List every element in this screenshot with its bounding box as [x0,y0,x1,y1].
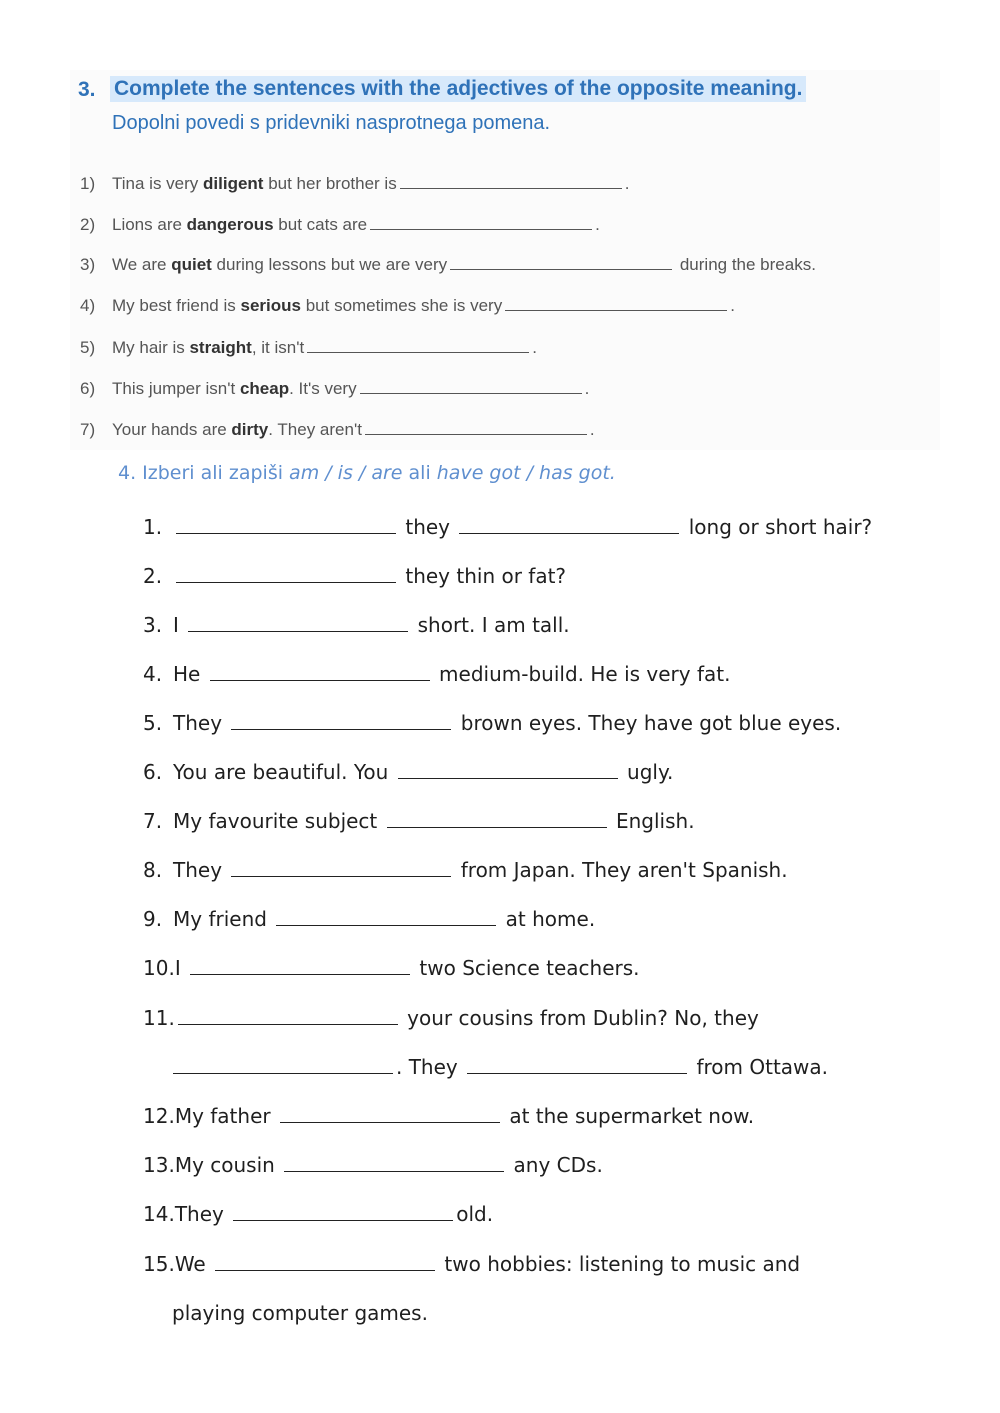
exercise-4-item: 11. your cousins from Dublin? No, they [143,1006,759,1030]
exercise-3-item: 1) Tina is very diligent but her brother is . [80,174,630,193]
exercise-3-item: 7) Your hands are dirty. They aren't . [80,420,595,439]
exercise-4-item: 14.They old. [143,1202,494,1226]
exercise-4-item: 7. My favourite subject English. [143,809,695,833]
answer-blank[interactable] [467,1055,687,1074]
exercise-4-item: 1. they long or short hair? [143,515,873,539]
answer-blank[interactable] [459,515,679,534]
answer-blank[interactable] [215,1252,435,1271]
answer-blank[interactable] [233,1202,453,1221]
exercise-4-item: 6. You are beautiful. You ugly. [143,760,674,784]
exercise-4-item: 2. they thin or fat? [143,564,567,588]
answer-blank[interactable] [173,1055,393,1074]
answer-blank[interactable] [231,858,451,877]
exercise-4-item: 15.We two hobbies: listening to music and [143,1252,801,1276]
exercise-4-heading: 4. Izberi ali zapiši am / is / are ali have got / has got. [118,462,616,484]
exercise-3-item: 5) My hair is straight, it isn't . [80,338,537,357]
answer-blank[interactable] [400,174,622,189]
answer-blank[interactable] [280,1104,500,1123]
exercise-4-item: 8. They from Japan. They aren't Spanish. [143,858,788,882]
answer-blank[interactable] [276,907,496,926]
exercise-4-item-continued: . They from Ottawa. [170,1055,828,1079]
exercise-3-item: 6) This jumper isn't cheap. It's very . [80,379,590,398]
answer-blank[interactable] [360,379,582,394]
answer-blank[interactable] [284,1153,504,1172]
answer-blank[interactable] [450,255,672,270]
answer-blank[interactable] [370,215,592,230]
answer-blank[interactable] [505,296,727,311]
answer-blank[interactable] [176,564,396,583]
exercise-3-number: 3. [78,78,96,101]
answer-blank[interactable] [231,711,451,730]
answer-blank[interactable] [398,760,618,779]
exercise-4-item: 12.My father at the supermarket now. [143,1104,755,1128]
answer-blank[interactable] [176,515,396,534]
answer-blank[interactable] [178,1006,398,1025]
exercise-3-item: 2) Lions are dangerous but cats are . [80,215,600,234]
exercise-4-item-continued: playing computer games. [172,1301,428,1325]
exercise-4-item: 9. My friend at home. [143,907,596,931]
answer-blank[interactable] [307,338,529,353]
exercise-4-item: 3. I short. I am tall. [143,613,570,637]
answer-blank[interactable] [188,613,408,632]
exercise-4-item: 13.My cousin any CDs. [143,1153,603,1177]
exercise-3-title: Complete the sentences with the adjectives of the opposite meaning. [110,76,806,102]
answer-blank[interactable] [190,956,410,975]
exercise-4-item: 10.I two Science teachers. [143,956,640,980]
answer-blank[interactable] [210,662,430,681]
exercise-4-item: 4. He medium-build. He is very fat. [143,662,731,686]
exercise-3-subtitle: Dopolni povedi s pridevniki nasprotnega pomena. [112,112,551,134]
exercise-3-item: 4) My best friend is serious but sometimes she is very . [80,296,735,315]
exercise-4-item: 5. They brown eyes. They have got blue eyes. [143,711,842,735]
answer-blank[interactable] [365,420,587,435]
exercise-3-item: 3) We are quiet during lessons but we are very during the breaks. [80,255,816,274]
answer-blank[interactable] [387,809,607,828]
